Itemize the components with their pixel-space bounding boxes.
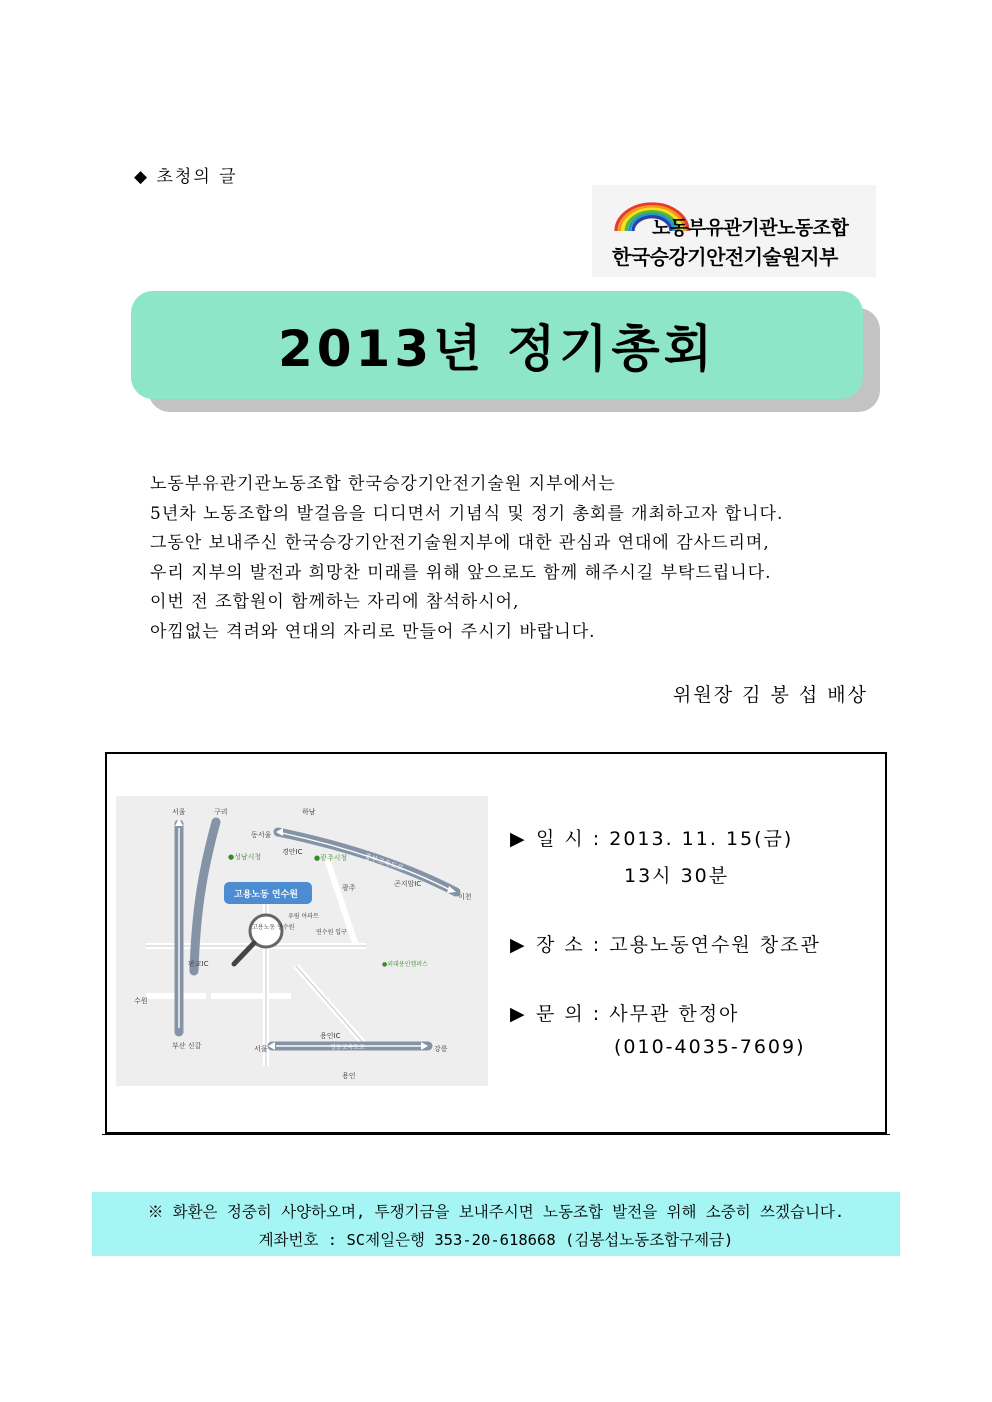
- location-map: [116, 796, 488, 1086]
- body-line: 5년차 노동조합의 발걸음을 디디면서 기념식 및 정기 총회를 개최하고자 합니다.: [150, 503, 784, 524]
- map-label-gonjiam: 곤지암IC: [394, 880, 422, 888]
- info-box-underline: [102, 1134, 890, 1135]
- map-label-center: 연수원 입구: [316, 929, 347, 936]
- info-place-row: [510, 930, 821, 957]
- logo-union-name: 노동부유관기관노동조합: [652, 217, 849, 239]
- map-label-icheon: 이천: [458, 893, 472, 901]
- map-label-gangneung: 강릉: [434, 1045, 448, 1053]
- bullet-triangle-icon: ▶: [510, 1003, 527, 1025]
- body-line: 우리 지부의 발전과 희망찬 미래를 위해 앞으로도 함께 해주시길 부탁드립니다.: [150, 562, 772, 583]
- map-label-guri: 구리: [214, 808, 228, 816]
- map-label-campus: ●외대용인캠퍼스: [382, 961, 428, 968]
- contact-label: 문 의 :: [536, 1003, 602, 1025]
- body-line: 노동부유관기관노동조합 한국승강기안전기술원 지부에서는: [150, 474, 616, 494]
- map-label-seoul: 서울: [172, 808, 186, 816]
- logo-branch-name: 한국승강기안전기술원지부: [612, 245, 838, 269]
- map-label-yongin-ic: 용인IC: [320, 1032, 341, 1040]
- page-title: 2013년 정기총회: [277, 320, 717, 378]
- map-label-busan: 부산 신갈: [172, 1042, 202, 1050]
- map-label-seoul-bottom: 서울: [254, 1045, 268, 1053]
- bullet-triangle-icon: ▶: [510, 828, 527, 850]
- map-label-gwangju-hall: ●광주시청: [314, 854, 348, 862]
- time-value: 13시 30분: [624, 865, 730, 887]
- map-label-yeongdong: 영동고속도로: [330, 1044, 365, 1051]
- map-label-hanam: 하남: [302, 808, 316, 816]
- bullet-triangle-icon: ▶: [510, 934, 527, 956]
- body-line: 이번 전 조합원이 함께하는 자리에 참석하시어,: [150, 592, 520, 612]
- body-line: 아낌없는 격려와 연대의 자리로 만들어 주시기 바랍니다.: [150, 621, 596, 642]
- section-label: ◆ 초청의 글: [134, 167, 238, 187]
- map-label-expressway: 중부고속도로: [363, 852, 405, 873]
- date-value: 2013. 11. 15(금): [609, 828, 794, 850]
- donation-notice: [92, 1192, 900, 1256]
- map-label-pangyo: 판교IC: [188, 960, 209, 968]
- info-contact-row: [510, 999, 739, 1026]
- notice-line: ※ 화환은 정중히 사양하오며, 투쟁기금을 보내주시면 노동조합 발전을 위해 소중히 쓰겠습니다.: [147, 1203, 845, 1221]
- place-label: 장 소 :: [536, 934, 602, 956]
- map-label-seongnam: ●성남시청: [228, 853, 262, 861]
- invitation-body: [150, 470, 870, 647]
- map-label-venue: 고용노동 연수원: [234, 890, 298, 900]
- contact-phone: (010-4035-7609): [614, 1036, 806, 1058]
- map-label-jeongmin-ic: 경안IC: [282, 848, 303, 856]
- body-line: 그동안 보내주신 한국승강기안전기술원지부에 대한 관심과 연대에 감사드리며,: [150, 533, 770, 553]
- place-value: 고용노동연수원 창조관: [609, 934, 821, 956]
- map-label-venue-small: 고용노동 연수원: [252, 924, 295, 931]
- signature: 위원장 김 봉 섭 배상: [673, 684, 868, 706]
- map-label-gwangju: 광주: [342, 884, 356, 892]
- map-label-yongin: 용인: [342, 1072, 356, 1080]
- map-label-dongseoul: 동서울: [251, 831, 272, 839]
- date-label: 일 시 :: [536, 828, 602, 850]
- info-date-row: [510, 824, 793, 851]
- title-banner: [131, 291, 863, 399]
- union-logo: [592, 185, 876, 277]
- contact-value: 사무관 한정아: [609, 1003, 740, 1025]
- account-line: 계좌번호 : SC제일은행 353-20-618668 (김봉섭노동조합구제금): [258, 1231, 734, 1249]
- map-label-apartment: 우림 아파트: [288, 913, 319, 920]
- map-label-suwon: 수원: [134, 997, 148, 1005]
